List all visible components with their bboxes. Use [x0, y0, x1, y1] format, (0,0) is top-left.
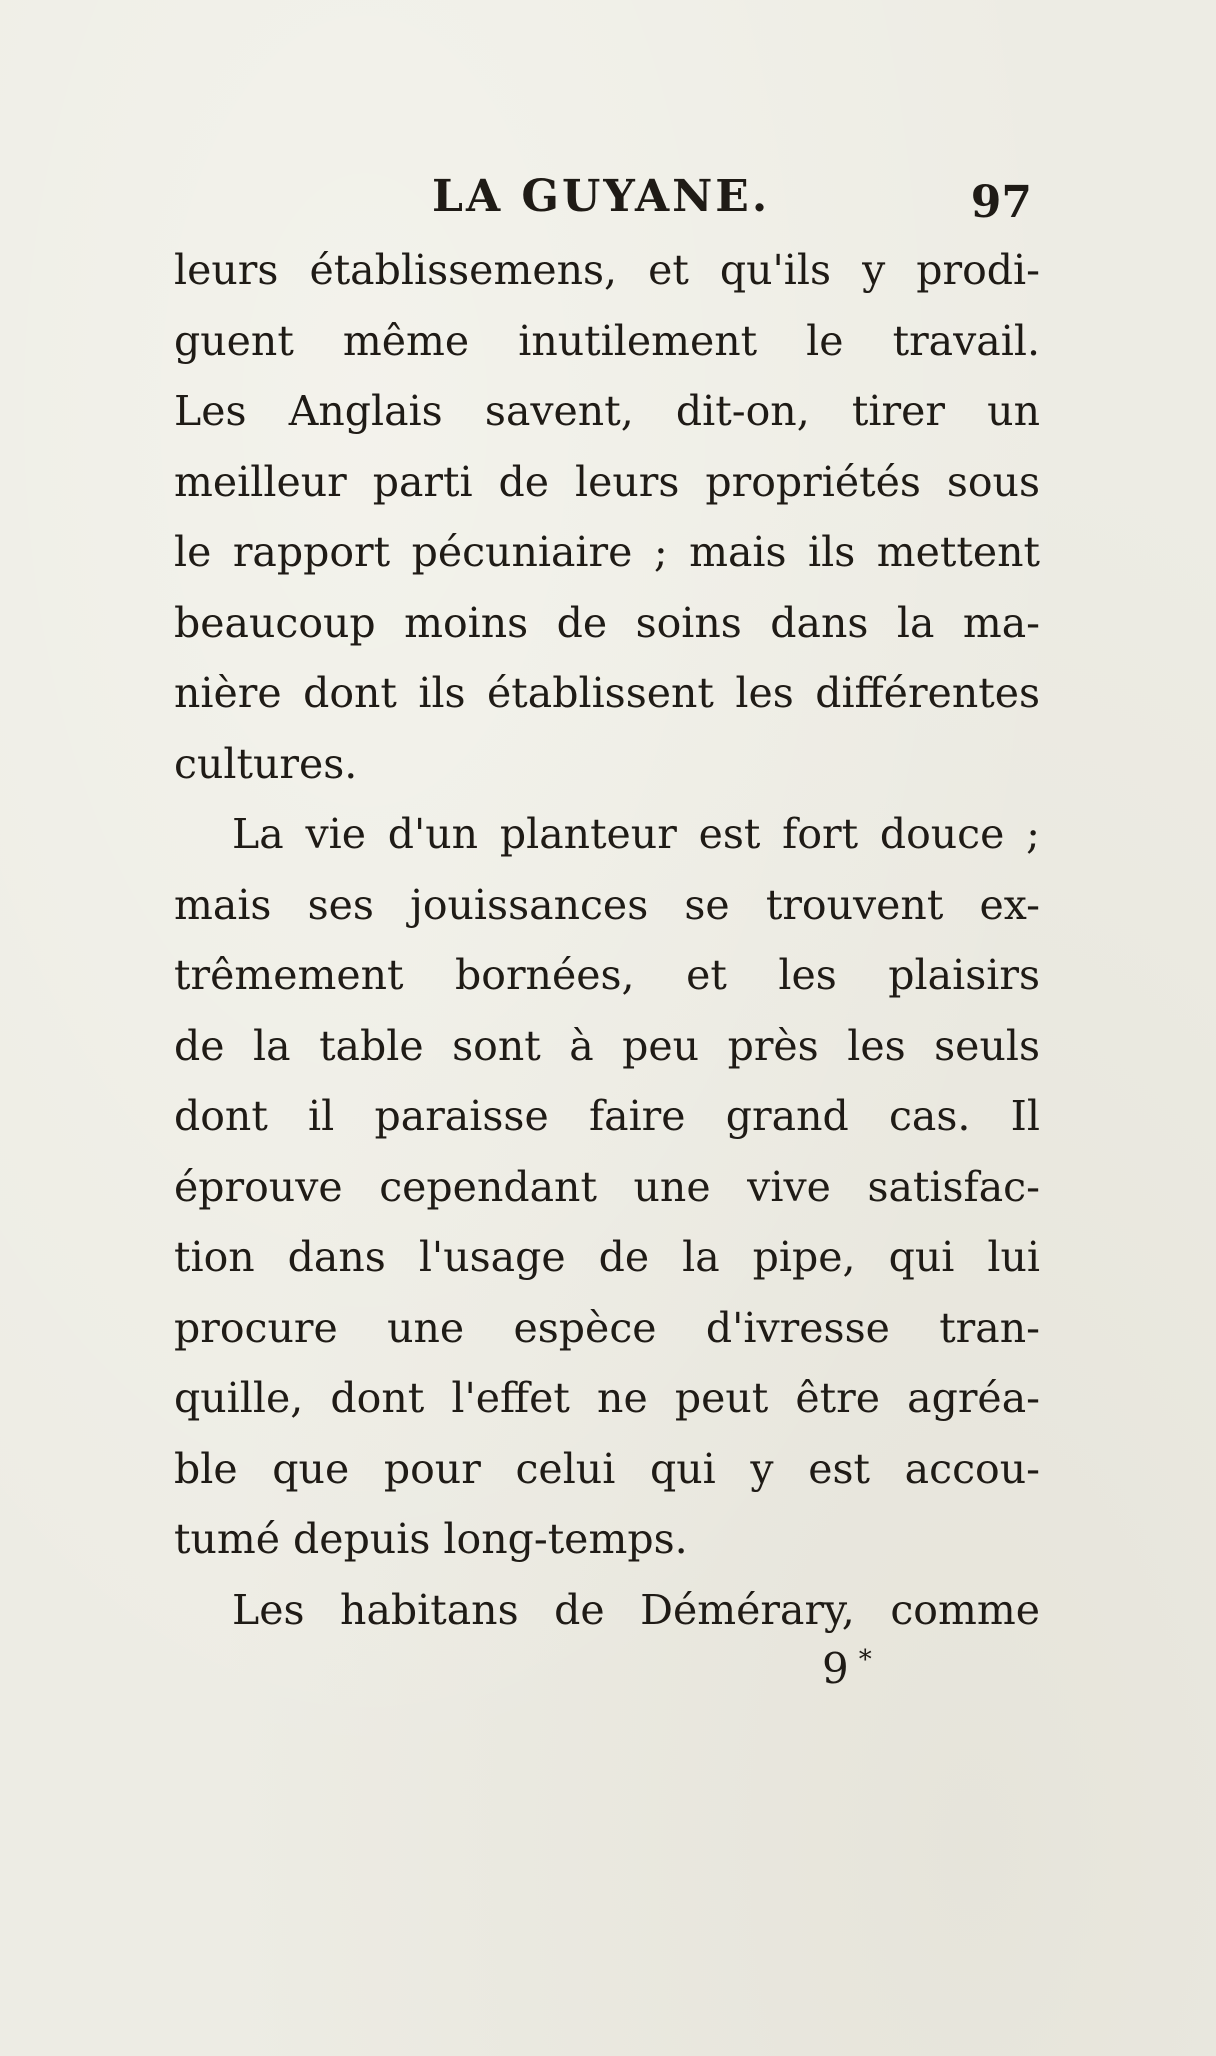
- text-line: quille, dont l'effet ne peut être agréa-: [174, 1374, 1040, 1422]
- text-line-paragraph-end: tumé depuis long-temps.: [174, 1515, 688, 1563]
- text-line: meilleur parti de leurs propriétés sous: [174, 457, 1040, 506]
- text-line: leurs établissemens, et qu'ils y prodi-: [174, 246, 1040, 294]
- text-line: Les Anglais savent, dit-on, tirer un: [174, 387, 1040, 435]
- signature-asterisk: *: [858, 1645, 872, 1675]
- text-line: beaucoup moins de soins dans la ma-: [174, 598, 1040, 647]
- text-line-paragraph-end: cultures.: [174, 739, 358, 788]
- text-line: de la table sont à peu près les seuls: [174, 1021, 1040, 1070]
- running-title: LA GUYANE.: [432, 171, 771, 222]
- signature-number: 9: [822, 1644, 849, 1693]
- text-line: ble que pour celui qui y est accou-: [174, 1444, 1040, 1493]
- text-line: procure une espèce d'ivresse tran-: [174, 1303, 1040, 1352]
- text-line: mais ses jouissances se trouvent ex-: [174, 880, 1040, 929]
- text-line: dont il paraisse faire grand cas. Il: [174, 1092, 1040, 1140]
- text-line-paragraph-start: La vie d'un planteur est fort douce ;: [232, 810, 1040, 858]
- text-line: éprouve cependant une vive satisfac-: [174, 1162, 1040, 1211]
- text-line: tion dans l'usage de la pipe, qui lui: [174, 1233, 1040, 1281]
- signature-mark: [822, 1644, 872, 1693]
- text-line: trêmement bornées, et les plaisirs: [174, 951, 1040, 999]
- page-number: 97: [970, 177, 1032, 228]
- running-head: [174, 165, 1040, 235]
- text-line: nière dont ils établissent les différentes: [174, 669, 1040, 717]
- text-line-paragraph-start: Les habitans de Démérary, comme: [232, 1585, 1040, 1634]
- text-line: le rapport pécuniaire ; mais ils mettent: [174, 528, 1040, 576]
- text-line: guent même inutilement le travail.: [174, 316, 1040, 365]
- text-block: [174, 165, 1040, 1645]
